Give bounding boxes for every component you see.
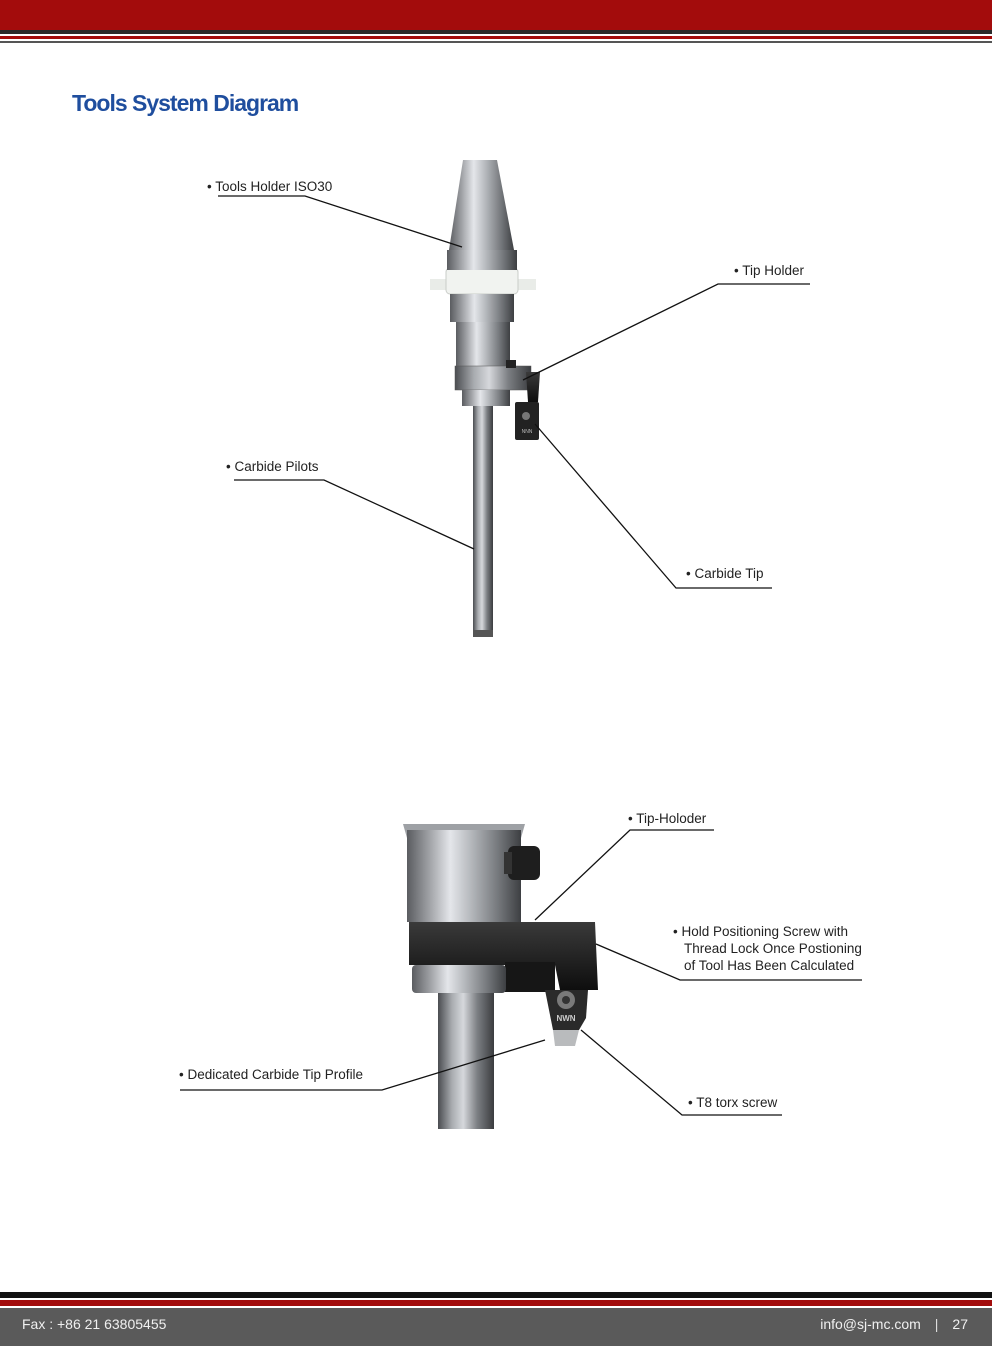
- label-tip-holder: • Tip Holder: [734, 263, 805, 278]
- tool-assembly-drawing: [430, 160, 540, 637]
- hold-screw-line-3: of Tool Has Been Calculated: [684, 958, 855, 973]
- hold-screw-line-1: • Hold Positioning Screw with: [673, 924, 849, 939]
- footer-rule-red: [0, 1300, 992, 1306]
- label-dedicated-carbide-tip-profile: • Dedicated Carbide Tip Profile: [179, 1067, 364, 1082]
- footer-rule-dark: [0, 1292, 992, 1298]
- tip-marking-closeup: NWN: [556, 1014, 576, 1023]
- page-number: 27: [952, 1316, 968, 1332]
- label-tools-holder: • Tools Holder ISO30: [207, 179, 333, 194]
- tip-marking: NNN: [521, 429, 533, 435]
- footer-email[interactable]: info@sj-mc.com: [820, 1316, 921, 1332]
- hold-screw-line-2: Thread Lock Once Postioning: [684, 941, 862, 956]
- label-hold-positioning-screw: [673, 923, 862, 974]
- label-tip-holoder: • Tip-Holoder: [628, 811, 707, 826]
- tip-holder-closeup-drawing: [403, 824, 598, 1129]
- footer-bar: [0, 1308, 992, 1346]
- label-carbide-pilots: • Carbide Pilots: [226, 459, 319, 474]
- footer-fax: Fax : +86 21 63805455: [22, 1316, 167, 1332]
- footer-contact: [820, 1316, 968, 1332]
- page-title: Tools System Diagram: [72, 90, 299, 116]
- footer-separator: |: [934, 1316, 939, 1332]
- label-t8-torx-screw: • T8 torx screw: [688, 1095, 778, 1110]
- label-carbide-tip: • Carbide Tip: [686, 566, 764, 581]
